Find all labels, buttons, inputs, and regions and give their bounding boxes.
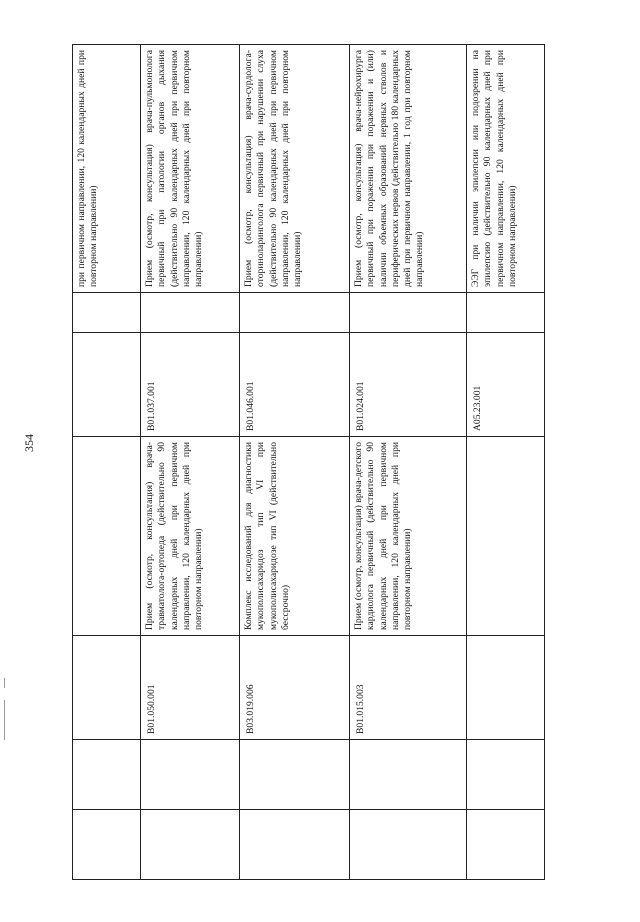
cell — [73, 810, 141, 880]
cell — [467, 293, 545, 333]
cell — [141, 740, 240, 810]
service-code: A05.23.001 — [467, 333, 545, 437]
service-description: Комплекс исследований для диагностики мукополисахаридоз тип VI при мукополисахаридозе тип VI (действительно бессрочно) — [240, 437, 350, 636]
cell — [73, 333, 141, 437]
service-code: B01.046.001 — [240, 333, 350, 437]
service-description: Прием (осмотр, консультация) врача-детского кардиолога первичный (действительно 90 календарных дней при первичном направлении, 120 календарных дней при повторном направлении) — [350, 437, 467, 636]
cell — [141, 293, 240, 333]
cell — [240, 293, 350, 333]
cell — [350, 293, 467, 333]
service-code: B03.019.006 — [240, 636, 350, 740]
cell — [467, 636, 545, 740]
cell — [73, 636, 141, 740]
cell — [467, 810, 545, 880]
medical-services-table — [72, 44, 545, 880]
page-number: 354 — [22, 434, 36, 452]
cell — [467, 437, 545, 636]
table-row — [141, 45, 240, 880]
cell — [240, 810, 350, 880]
table-row — [467, 45, 545, 880]
scan-edge-mark — [4, 700, 5, 740]
cell — [73, 740, 141, 810]
table-row — [350, 45, 467, 880]
table-row — [240, 45, 350, 880]
service-code: B01.037.001 — [141, 333, 240, 437]
service-description: Прием (осмотр, консультация) врача-пульмонолога первичный при патологии органов дыхания (действительно 90 календарных дней при первичном направлении, 120 календарных дней при повторном направлении) — [141, 45, 240, 293]
cell — [73, 293, 141, 333]
cell — [350, 740, 467, 810]
table-row — [73, 45, 141, 880]
service-description: ЭЭГ при наличии эпилепсии или подозрении на эпилепсию (действительно 90 календарных дней при первичном направлении, 120 календарных дней при повторном направлении) — [467, 45, 545, 293]
service-code: B01.050.001 — [141, 636, 240, 740]
cell — [240, 740, 350, 810]
cell — [467, 740, 545, 810]
service-code: B01.024.001 — [350, 333, 467, 437]
cell — [73, 437, 141, 636]
service-code: B01.015.003 — [350, 636, 467, 740]
cell — [141, 810, 240, 880]
service-description: Прием (осмотр, консультация) врача-нейрохирурга первичный при поражении при поражении и (или) наличии объемных образований нервных стволов и периферических нервов (действительно 180 календарных дней при первичном направлении, 1 год при повторном направлении) — [350, 45, 467, 293]
scan-edge-mark — [4, 678, 5, 688]
rotated-table-container — [72, 45, 544, 880]
service-description: Прием (осмотр, консультация) врача-травматолога-ортопеда (действительно 90 календарных дней при первичном направлении, 120 календарных дней при повторном направлении) — [141, 437, 240, 636]
service-description: Прием (осмотр, консультация) врача-сурдолога-оториноларинголога первичный при нарушении слуха (действительно 90 календарных дней при первичном направлении, 120 календарных дней при повторном направлении) — [240, 45, 350, 293]
cell: при первичном направлении, 120 календарных дней при повторном направлении) — [73, 45, 141, 293]
cell — [350, 810, 467, 880]
